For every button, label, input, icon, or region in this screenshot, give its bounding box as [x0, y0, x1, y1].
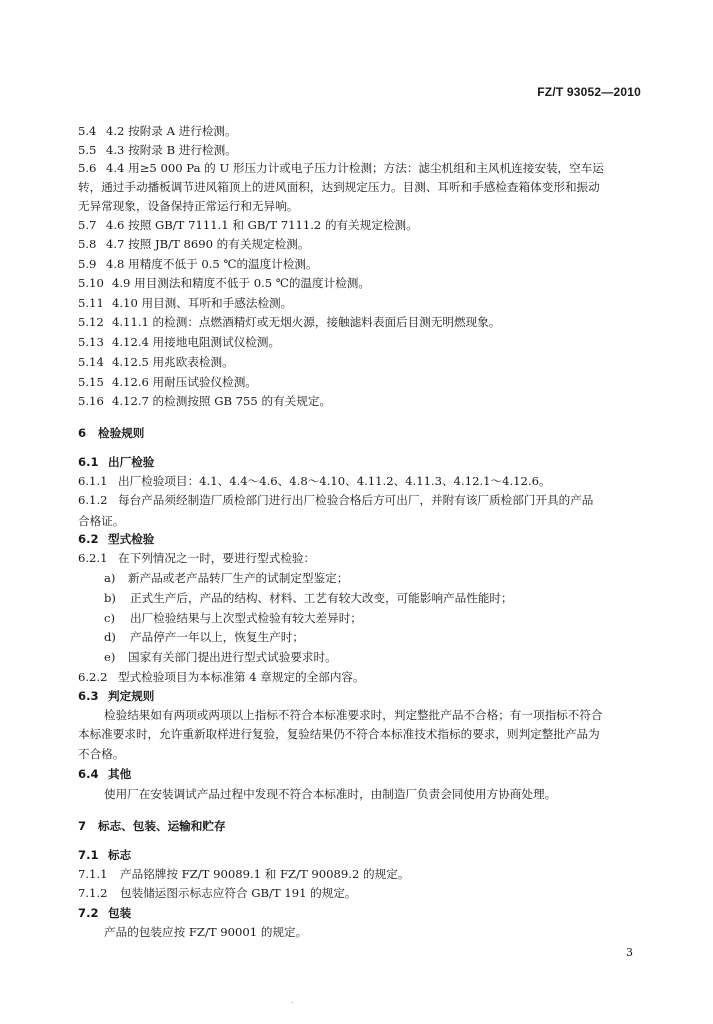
clause-number: b) — [104, 591, 116, 605]
clause-text: 产品铭牌按 FZ/T 90089.1 和 FZ/T 90089.2 的规定。 — [120, 867, 410, 881]
clause-number: 6.4 — [78, 767, 99, 781]
clause-text: 无异常现象，设备保持正常运行和无异响。 — [78, 199, 299, 213]
clause-number: e) — [104, 650, 116, 664]
clause-number: 5.10 — [78, 276, 104, 290]
clause-text: 4.12.4 用接地电阻测试仪检测。 — [112, 335, 281, 349]
clause-text: 4.10 用目测、耳听和手感法检测。 — [112, 296, 293, 310]
section-heading: 检验规则 — [98, 426, 145, 440]
section-heading: 出厂检验 — [108, 455, 155, 469]
clause-text: 每台产品须经制造厂质检部门进行出厂检验合格后方可出厂，并附有该厂质检部门开具的产品 — [118, 493, 594, 507]
clause-number: 7.1 — [78, 848, 99, 862]
clause-text: 合格证。 — [78, 514, 125, 528]
clause-number: 6 — [78, 426, 87, 440]
clause-text: 4.9 用目测法和精度不低于 0.5 ℃的温度计检测。 — [112, 276, 370, 290]
clause-number: 5.13 — [78, 335, 104, 349]
section-heading: 标志 — [108, 848, 132, 862]
clause-text: 4.2 按附录 A 进行检测。 — [106, 124, 237, 138]
clause-text: 在下列情况之一时，要进行型式检验： — [118, 551, 316, 565]
clause-text: 使用厂在安装调试产品过程中发现不符合本标准时，由制造厂负责会同使用方协商处理。 — [104, 787, 557, 801]
clause-number: 5.14 — [78, 355, 104, 369]
clause-text: 出厂检验项目：4.1、4.4～4.6、4.8～4.10、4.11.2、4.11.3、4.12.1～4.12.6。 — [118, 474, 551, 488]
clause-text: 转，通过手动播板调节进风箱顶上的进风面积，达到规定压力。目测、耳听和手感检查箱体变形和振动 — [78, 180, 600, 194]
clause-text: 4.12.7 的检测按照 GB 755 的有关规定。 — [112, 394, 332, 408]
clause-number: 5.4 — [78, 124, 97, 138]
clause-text: 国家有关部门提出进行型式试验要求时。 — [128, 650, 337, 664]
clause-text: 型式检验项目为本标准第 4 章规定的全部内容。 — [118, 670, 365, 684]
clause-text: 本标准要求时，允许重新取样进行复验，复验结果仍不符合本标准技术指标的要求，则判定整批产品为 — [78, 727, 600, 741]
clause-number: 5.15 — [78, 375, 104, 389]
clause-number: 6.1 — [78, 455, 99, 469]
clause-number: 5.7 — [78, 218, 97, 232]
section-heading: 型式检验 — [108, 532, 155, 546]
clause-number: 7.2 — [78, 906, 99, 920]
section-heading: 其他 — [108, 767, 132, 781]
clause-text: 包装储运图示标志应符合 GB/T 191 的规定。 — [120, 886, 357, 900]
clause-number: 5.6 — [78, 161, 97, 175]
clause-text: 产品的包装应按 FZ/T 90001 的规定。 — [104, 925, 308, 939]
stray-dot: . — [291, 996, 294, 1005]
clause-text: 不合格。 — [78, 747, 125, 761]
clause-text: 4.4 用≥5 000 Pa 的 U 形压力计或电子压力计检测；方法：滤尘机组和主风机连接安装，空车运 — [106, 161, 604, 175]
clause-number: 5.5 — [78, 143, 97, 157]
clause-number: c) — [104, 611, 116, 625]
clause-number: 5.11 — [78, 296, 104, 310]
clause-number: d) — [104, 630, 116, 644]
clause-number: 5.9 — [78, 257, 97, 271]
clause-text: 4.11.1 的检测：点燃酒精灯或无烟火源，接触滤料表面后目测无明燃现象。 — [112, 315, 501, 329]
clause-text: 检验结果如有两项或两项以上指标不符合本标准要求时，判定整批产品不合格；有一项指标不符合 — [104, 708, 603, 722]
clause-text: 4.12.5 用兆欧表检测。 — [112, 355, 234, 369]
clause-number: 6.2.1 — [78, 551, 108, 565]
clause-text: 4.6 按照 GB/T 7111.1 和 GB/T 7111.2 的有关规定检测。 — [106, 218, 418, 232]
standard-code: FZ/T 93052—2010 — [537, 85, 641, 99]
clause-text: 产品停产一年以上，恢复生产时； — [130, 630, 304, 644]
clause-number: 6.2 — [78, 532, 99, 546]
clause-number: 5.12 — [78, 315, 104, 329]
clause-text: 出厂检验结果与上次型式检验有较大差异时； — [130, 611, 362, 625]
clause-number: 6.1.2 — [78, 493, 108, 507]
page-number: 3 — [626, 946, 633, 959]
clause-number: 6.1.1 — [78, 474, 108, 488]
clause-text: 4.7 按照 JB/T 8690 的有关规定检测。 — [106, 237, 310, 251]
clause-number: 6.2.2 — [78, 670, 108, 684]
section-heading: 判定规则 — [108, 689, 155, 703]
section-heading: 标志、包装、运输和贮存 — [98, 819, 226, 833]
clause-number: 7 — [78, 819, 87, 833]
clause-text: 4.12.6 用耐压试验仪检测。 — [112, 375, 257, 389]
section-heading: 包装 — [108, 906, 132, 920]
clause-number: 5.16 — [78, 394, 104, 408]
clause-number: 6.3 — [78, 689, 99, 703]
clause-text: 新产品或老产品转厂生产的试制定型鉴定； — [128, 571, 349, 585]
clause-text: 4.3 按附录 B 进行检测。 — [106, 143, 237, 157]
clause-text: 正式生产后，产品的结构、材料、工艺有较大改变，可能影响产品性能时； — [130, 591, 513, 605]
clause-number: 7.1.1 — [78, 867, 108, 881]
clause-number: a) — [104, 571, 116, 585]
clause-number: 5.8 — [78, 237, 97, 251]
clause-number: 7.1.2 — [78, 886, 108, 900]
clause-text: 4.8 用精度不低于 0.5 ℃的温度计检测。 — [106, 257, 318, 271]
